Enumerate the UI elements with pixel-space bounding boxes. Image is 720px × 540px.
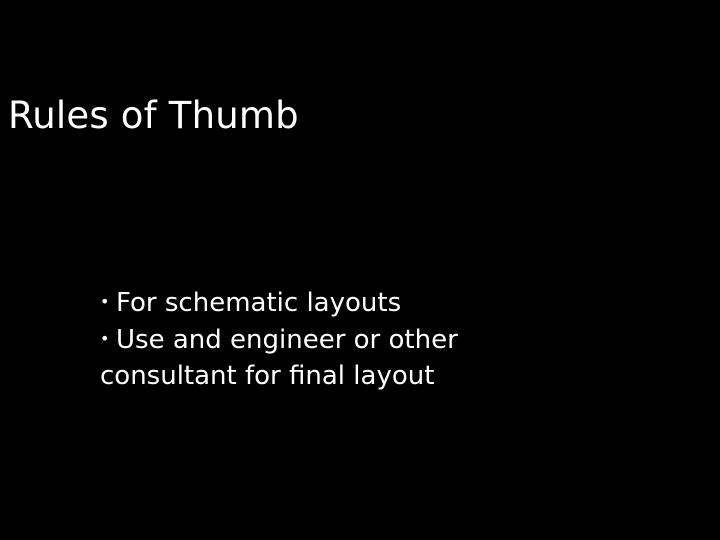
slide-title: Rules of Thumb [8,94,299,137]
bullet-icon: • [100,329,110,348]
bullet-text: For schematic layouts [116,288,402,318]
bullet-icon: • [100,292,110,311]
bullet-list [100,284,570,394]
bullet-item [100,284,570,321]
bullet-item [100,321,570,394]
bullet-text: Use and engineer or other consultant for final layout [100,325,458,391]
